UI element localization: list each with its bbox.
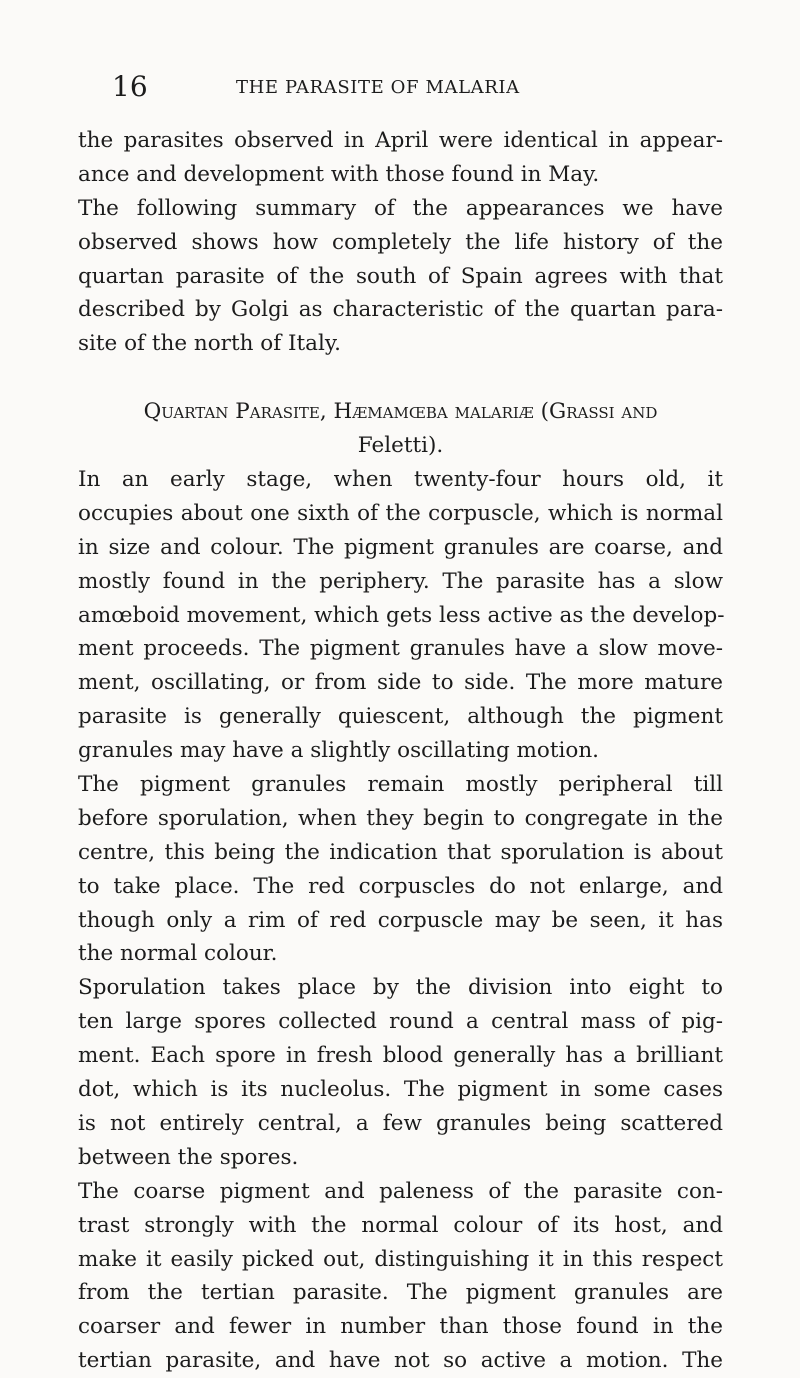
text-line: in size and colour. The pigment granules are coarse, and (78, 534, 723, 560)
text-line: granules may have a slightly oscillating motion. (78, 738, 600, 764)
text-line: site of the north of Italy. (78, 331, 341, 357)
text-line: described by Golgi as characteristic of the quartan para- (78, 297, 723, 323)
text-line: Sporulation takes place by the division into eight to (78, 975, 723, 1001)
text-line: quartan parasite of the south of Spain agrees with that (78, 263, 723, 289)
section-heading-line: Quartan Parasite, Hæmamœba malariæ (Grassi and (143, 399, 658, 425)
text-line: In an early stage, when twenty-four hours old, it (78, 467, 723, 493)
section-heading-line: Feletti). (357, 433, 444, 459)
text-line: amœboid movement, which gets less active as the develop- (78, 602, 725, 628)
text-line: to take place. The red corpuscles do not enlarge, and (78, 873, 723, 899)
text-line: The following summary of the appearances we have (78, 195, 723, 221)
paragraph-2 (78, 192, 723, 361)
text-line: centre, this being the indication that sporulation is about (78, 839, 723, 865)
text-line: trast strongly with the normal colour of its host, and (78, 1212, 723, 1238)
text-line: parasite is generally quiescent, although the pigment (78, 704, 723, 730)
text-line: ance and development with those found in May. (78, 161, 600, 187)
text-line: ment. Each spore in fresh blood generally has a brilliant (78, 1043, 723, 1069)
text-line: occupies about one sixth of the corpuscle, which is normal (78, 500, 723, 526)
text-line: the normal colour. (78, 941, 278, 967)
text-line: the parasites observed in April were identical in appear- (78, 128, 723, 153)
paragraph-6 (78, 1175, 723, 1378)
body-text (78, 124, 723, 1378)
text-line: though only a rim of red corpuscle may be seen, it has (78, 907, 723, 933)
text-line: mostly found in the periphery. The parasite has a slow (78, 568, 723, 594)
page-number: 16 (112, 70, 148, 103)
text-line: dot, which is its nucleolus. The pigment in some cases (78, 1077, 723, 1103)
paragraph-5 (78, 971, 723, 1174)
text-line: The pigment granules remain mostly peripheral till (78, 772, 723, 798)
text-line: observed shows how completely the life history of the (78, 229, 723, 255)
paragraph-3 (78, 463, 723, 768)
text-line: tertian parasite, and have not so active a motion. The (78, 1348, 723, 1374)
text-line: ment, oscillating, or from side to side. The more mature (78, 670, 723, 696)
text-line: before sporulation, when they begin to congregate in the (78, 805, 723, 831)
text-line: make it easily picked out, distinguishing it in this respect (78, 1246, 723, 1272)
section-heading (78, 395, 723, 463)
text-line: ment proceeds. The pigment granules have a slow move- (78, 636, 723, 662)
text-line: ten large spores collected round a central mass of pig- (78, 1009, 723, 1035)
text-line: The coarse pigment and paleness of the parasite con- (78, 1178, 723, 1204)
text-line: between the spores. (78, 1144, 299, 1170)
running-title: THE PARASITE OF MALARIA (236, 77, 520, 98)
paragraph-1 (78, 124, 723, 192)
paragraph-4 (78, 768, 723, 971)
text-line: is not entirely central, a few granules being scattered (78, 1110, 723, 1136)
text-line: from the tertian parasite. The pigment granules are (78, 1280, 723, 1306)
text-line: coarser and fewer in number than those found in the (78, 1314, 723, 1340)
